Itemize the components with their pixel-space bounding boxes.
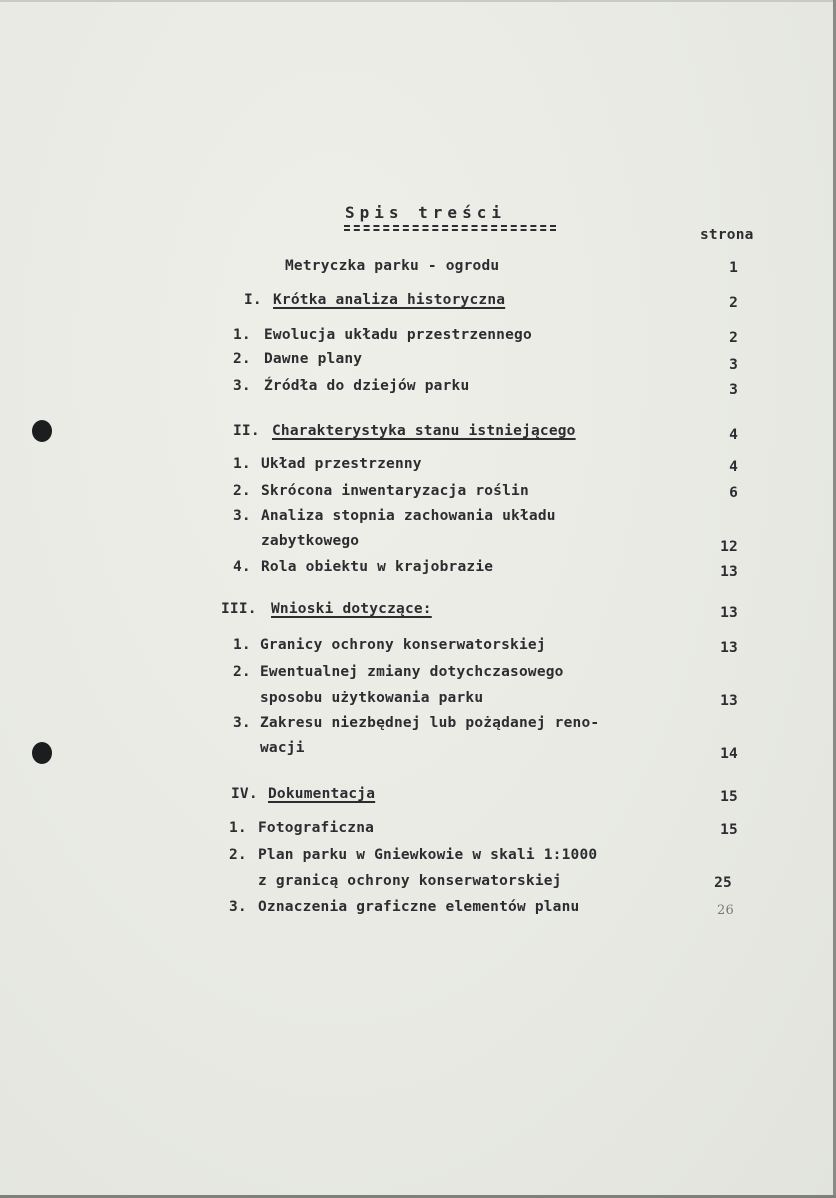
section-number: I.	[244, 292, 262, 308]
toc-entry-page: 14	[720, 746, 738, 762]
toc-entry-number: 2.	[233, 351, 251, 367]
toc-entry-page: 2	[729, 330, 738, 346]
section-number: IV.	[231, 786, 258, 802]
toc-entry-page: 13	[720, 693, 738, 709]
toc-entry-page: 6	[729, 485, 738, 501]
toc-entry-number: 1.	[233, 637, 251, 653]
toc-entry-page-handwritten: 26	[717, 903, 734, 918]
toc-entry-page: 25	[714, 875, 732, 891]
page-top-edge	[0, 0, 836, 2]
toc-entry-text: Metryczka parku - ogrodu	[285, 258, 500, 274]
toc-entry-number: 3.	[233, 378, 251, 394]
toc-entry-text: Analiza stopnia zachowania układu	[261, 508, 556, 524]
toc-entry-number: 2.	[229, 847, 247, 863]
page-title: Spis treści	[345, 203, 506, 222]
toc-entry-page: 4	[729, 459, 738, 475]
toc-entry-text: Ewolucja układu przestrzennego	[264, 327, 532, 343]
toc-entry-page: 3	[729, 357, 738, 373]
toc-entry-number: 2.	[233, 483, 251, 499]
toc-entry-text-continued: wacji	[260, 740, 305, 756]
section-heading: Dokumentacja	[268, 786, 376, 802]
toc-entry-text-continued: sposobu użytkowania parku	[260, 690, 484, 706]
toc-entry-number: 3.	[229, 899, 247, 915]
toc-entry-number: 1.	[229, 820, 247, 836]
toc-entry-text: Oznaczenia graficzne elementów planu	[258, 899, 580, 915]
toc-entry-number: 3.	[233, 508, 251, 524]
section-heading: Wnioski dotyczące:	[271, 601, 432, 617]
toc-entry-text: Ewentualnej zmiany dotychczasowego	[260, 664, 564, 680]
punch-hole-top	[32, 420, 52, 442]
toc-entry-number: 1.	[233, 456, 251, 472]
toc-entry-text-continued: z granicą ochrony konserwatorskiej	[258, 873, 562, 889]
toc-entry-text: Fotograficzna	[258, 820, 375, 836]
toc-entry-text: Granicy ochrony konserwatorskiej	[260, 637, 546, 653]
toc-entry-text: Rola obiektu w krajobrazie	[261, 559, 494, 575]
toc-entry-page: 1	[729, 260, 738, 276]
toc-entry-number: 1.	[233, 327, 251, 343]
strona-column-header: strona	[700, 227, 754, 243]
toc-entry-page: 12	[720, 539, 738, 555]
punch-hole-bottom	[32, 742, 52, 764]
toc-entry-page: 4	[729, 427, 738, 443]
toc-entry-number: 3.	[233, 715, 251, 731]
section-heading: Krótka analiza historyczna	[273, 292, 506, 308]
toc-entry-text: Układ przestrzenny	[261, 456, 422, 472]
section-number: II.	[233, 423, 260, 439]
title-underline-dashes-2	[344, 229, 556, 231]
section-heading: Charakterystyka stanu istniejącego	[272, 423, 576, 439]
toc-entry-page: 13	[720, 605, 738, 621]
toc-entry-page: 3	[729, 382, 738, 398]
toc-entry-text: Zakresu niezbędnej lub pożądanej reno-	[260, 715, 600, 731]
toc-entry-text-continued: zabytkowego	[261, 533, 360, 549]
toc-entry-text: Dawne plany	[264, 351, 363, 367]
toc-entry-text: Plan parku w Gniewkowie w skali 1:1000	[258, 847, 598, 863]
section-number: III.	[221, 601, 257, 617]
title-underline-dashes	[344, 225, 556, 227]
toc-entry-number: 4.	[233, 559, 251, 575]
toc-entry-number: 2.	[233, 664, 251, 680]
toc-entry-page: 15	[720, 822, 738, 838]
toc-entry-page: 2	[729, 295, 738, 311]
toc-entry-page: 15	[720, 789, 738, 805]
toc-entry-page: 13	[720, 564, 738, 580]
toc-entry-text: Skrócona inwentaryzacja roślin	[261, 483, 529, 499]
toc-entry-text: Źródła do dziejów parku	[264, 378, 470, 394]
toc-entry-page: 13	[720, 640, 738, 656]
